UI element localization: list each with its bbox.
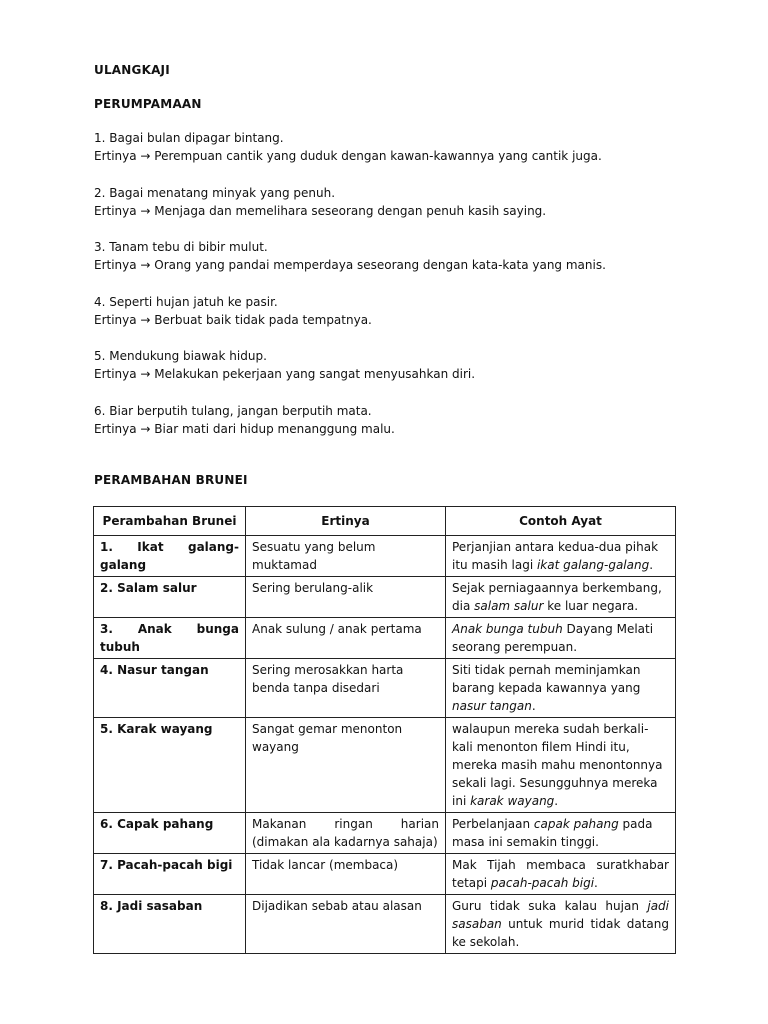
table-row [94,895,676,954]
table-row [94,854,676,895]
term-cell: 6. Capak pahang [94,813,246,854]
example-text: untuk murid tidak datang ke sekolah. [452,917,669,949]
example-text: Dayang Melati seorang perempuan. [452,622,654,654]
section-title-perambahan: PERAMBAHAN BRUNEI [94,473,248,487]
page-heading: ULANGKAJI [94,63,170,77]
column-header: Perambahan Brunei [94,507,246,536]
meaning-cell: Sangat gemar menonton wayang [246,718,446,813]
table-row [94,718,676,813]
term-cell: 7. Pacah-pacah bigi [94,854,246,895]
meaning-cell: Anak sulung / anak pertama [246,618,446,659]
term-cell: 2. Salam salur [94,577,246,618]
example-text: Perbelanjaan [452,817,534,831]
peribahasa-meaning: Ertinya → Orang yang pandai memperdaya seseorang dengan kata-kata yang manis. [94,258,606,272]
example-cell [446,854,676,895]
peribahasa-meaning: Ertinya → Melakukan pekerjaan yang sangat menyusahkan diri. [94,367,476,381]
peribahasa-meaning: Ertinya → Perempuan cantik yang duduk dengan kawan-kawannya yang cantik juga. [94,149,602,163]
peribahasa-phrase: 5. Mendukung biawak hidup. [94,349,267,363]
term-cell: 8. Jadi sasaban [94,895,246,954]
peribahasa-meaning: Ertinya → Menjaga dan memelihara seseorang dengan penuh kasih saying. [94,204,547,218]
table-row [94,618,676,659]
example-text: Sejak perniagaannya berkembang, dia [452,581,662,613]
example-emphasis: capak pahang [533,817,619,831]
example-text: Mak Tijah membaca suratkhabar tetapi [452,858,669,890]
term-cell: 4. Nasur tangan [94,659,246,718]
example-emphasis: karak wayang [470,794,555,808]
peribahasa-phrase: 3. Tanam tebu di bibir mulut. [94,240,268,254]
example-emphasis: jadi sasaban [452,899,669,931]
example-text: . [531,699,536,713]
example-emphasis: ikat galang-galang [536,558,650,572]
example-cell [446,618,676,659]
example-text: Siti tidak pernah meminjamkan barang kepada kawannya yang [452,663,641,695]
example-cell [446,659,676,718]
peribahasa-phrase: 6. Biar berputih tulang, jangan berputih mata. [94,404,372,418]
table-header-row [94,507,676,536]
peribahasa-phrase: 2. Bagai menatang minyak yang penuh. [94,186,336,200]
example-cell [446,813,676,854]
meaning-cell: Dijadikan sebab atau alasan [246,895,446,954]
example-text: . [594,876,598,890]
meaning-cell: Makanan ringan harian (dimakan ala kadarnya sahaja) [246,813,446,854]
term-cell: 5. Karak wayang [94,718,246,813]
example-text: Guru tidak suka kalau hujan [452,899,648,913]
example-text: . [554,794,559,808]
example-text: pada masa ini semakin tinggi. [452,817,653,849]
example-emphasis: Anak bunga tubuh [452,622,563,636]
meaning-cell: Sesuatu yang belum muktamad [246,536,446,577]
example-text: . [649,558,654,572]
example-cell [446,536,676,577]
column-header: Ertinya [246,507,446,536]
meaning-cell: Tidak lancar (membaca) [246,854,446,895]
example-cell [446,577,676,618]
meaning-cell: Sering berulang-alik [246,577,446,618]
example-cell [446,718,676,813]
meaning-cell: Sering merosakkan harta benda tanpa disedari [246,659,446,718]
peribahasa-phrase: 1. Bagai bulan dipagar bintang. [94,131,284,145]
table-row [94,659,676,718]
table-row [94,577,676,618]
example-emphasis: pacah-pacah bigi [490,876,595,890]
term-cell: 3. Anak bunga tubuh [94,618,246,659]
example-text: ke luar negara. [543,599,639,613]
perambahan-table [93,506,676,954]
peribahasa-meaning: Ertinya → Berbuat baik tidak pada tempatnya. [94,313,372,327]
example-text: walaupun mereka sudah berkali-kali menonton filem Hindi itu, mereka masih mahu menontonnya sekali lagi. Sesungguhnya mereka ini [452,722,663,808]
peribahasa-phrase: 4. Seperti hujan jatuh ke pasir. [94,295,278,309]
table-row [94,813,676,854]
table-row [94,536,676,577]
example-text: Perjanjian antara kedua-dua pihak itu masih lagi [452,540,659,572]
example-emphasis: nasur tangan [452,699,532,713]
term-cell: 1. Ikat galang-galang [94,536,246,577]
section-title-perumpamaan: PERUMPAMAAN [94,97,202,111]
column-header: Contoh Ayat [446,507,676,536]
example-emphasis: salam salur [474,599,544,613]
example-cell [446,895,676,954]
peribahasa-meaning: Ertinya → Biar mati dari hidup menanggung malu. [94,422,395,436]
